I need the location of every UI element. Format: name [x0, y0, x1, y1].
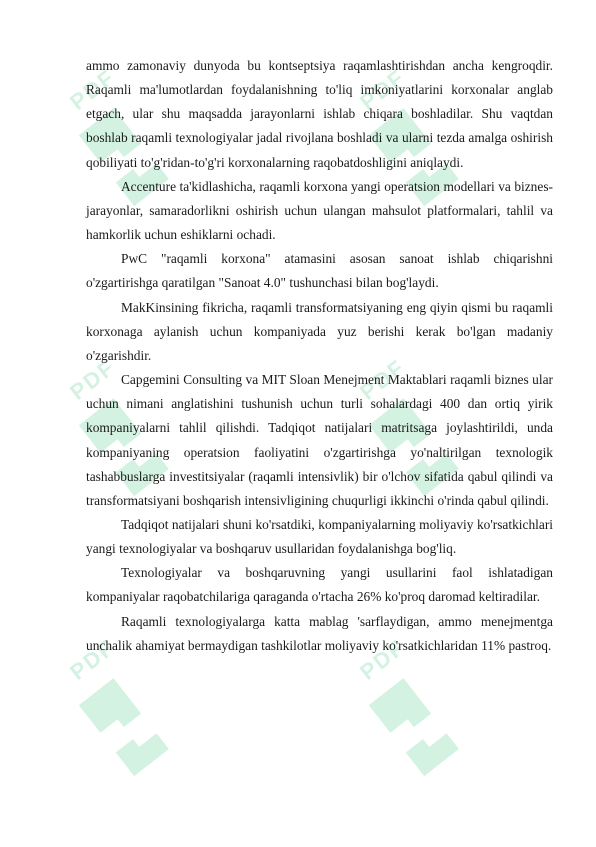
watermark-text: PDF	[65, 634, 121, 685]
paragraph: MakKinsining fikricha, raqamli transformatsiyaning eng qiyin qismi bu raqamli korxonaga aylanish uchun kompaniyada yuz berishi kerak bo'lgan madaniy o'zgarishdir.	[86, 299, 553, 363]
paragraph: Capgemini Consulting va MIT Sloan Menejment Maktablari raqamli biznes ular uchun nimani anglatishini tushunish uchun turli sohalardagi 400 dan ortiq yirik kompaniyalarni tahlil qilishdi. Tadqiqot natijalari matritsaga joylashtirildi, unda kompaniyaning operatsion faoliyatini o'zgartirishga yo'naltirilgan texnologik tashabbuslarga investitsiyalar (raqamli intensivlik) bir o'lchov sifatida qabul qilindi va transformatsiyani boshqarish intensivligining chuqurligi ikkinchi o'rinda qabul qilindi.	[86, 372, 553, 508]
paragraph: PwC "raqamli korxona" atamasini asosan sanoat ishlab chiqarishni o'zgartirishga qaratilgan "Sanoat 4.0" tushunchasi bilan bog'laydi.	[86, 251, 553, 291]
watermark-text: PDF	[355, 634, 411, 685]
paragraph: Accenture ta'kidlashicha, raqamli korxona yangi operatsion modellari va biznes-jarayonlar, samaradorlikni oshirish uchun ulangan mahsulot platformalari, tahlil va hamkorlik uchun eshiklarni ochadi.	[86, 178, 553, 243]
paragraph: Tadqiqot natijalari shuni ko'rsatdiki, kompaniyalarning moliyaviy ko'rsatkichlari yangi texnologiyalar va boshqaruv usullaridan foydalanishga bog'liq.	[86, 516, 553, 557]
watermark-logo-icon	[65, 664, 183, 790]
watermark-text: PDF	[355, 64, 411, 115]
document-body	[86, 54, 553, 658]
watermark-logo-icon	[355, 664, 473, 790]
paragraph: Texnologiyalar va boshqaruvning yangi usullarini faol ishlatadigan kompaniyalar raqobatchilariga qaraganda o'rtacha 26% ko'proq daromad keltiradilar.	[86, 565, 553, 605]
paragraph: ammo zamonaviy dunyoda bu kontseptsiya raqamlashtirishdan ancha kengroqdir. Raqamli ma'lumotlardan foydalanishning to'liq imkoniyatlarini korxonalar anglab etgach, ular shu maqsadda jarayonlarni ishlab chiqara boshladilar. Shu vaqtdan boshlab raqamli texnologiyalar jadal rivojlana boshladi va ularni tezda amalga oshirish qobiliyati to'g'ridan-to'g'ri korxonalarning raqobatdoshligini aniqlaydi.	[86, 58, 553, 170]
watermark-text: PDF	[355, 354, 411, 405]
paragraph: Raqamli texnologiyalarga katta mablag 'sarflaydigan, ammo menejmentga unchalik ahamiyat bermaydigan tashkilotlar moliyaviy ko'rsatkichlaridan 11% pastroq.	[86, 613, 553, 653]
watermark-text: PDF	[65, 354, 121, 405]
watermark-text: PDF	[65, 64, 121, 115]
